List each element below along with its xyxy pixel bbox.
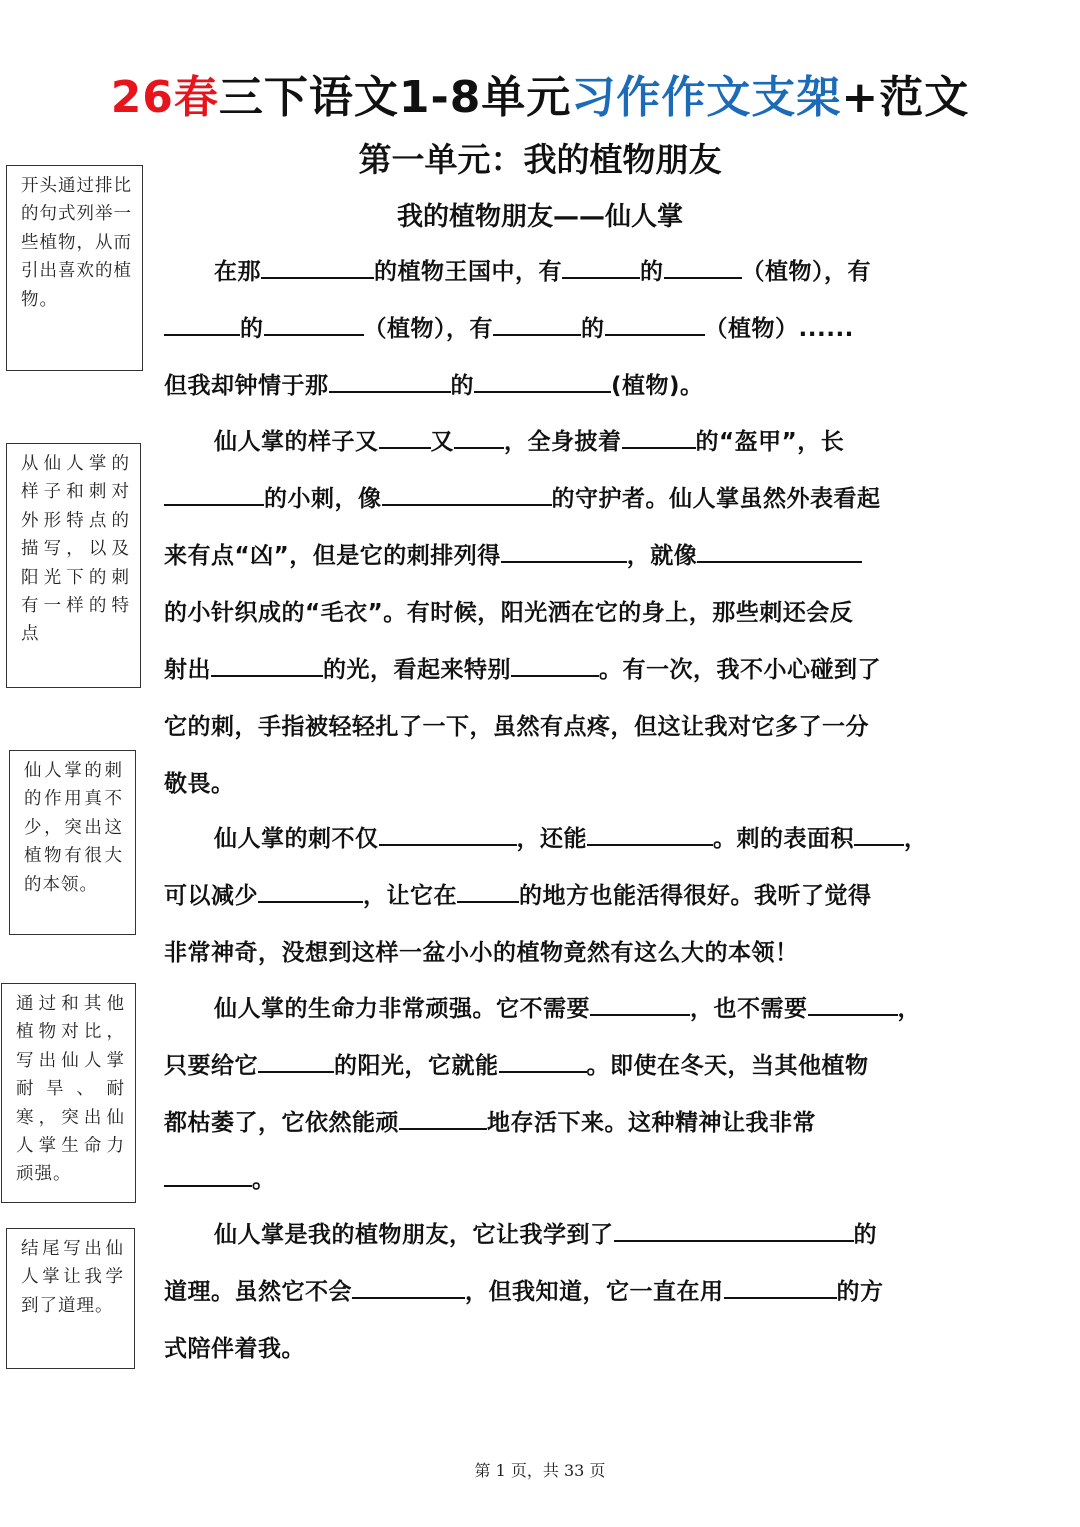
essay-title: 我的植物朋友——仙人掌	[396, 202, 683, 232]
unit-title: 第一单元：我的植物朋友	[358, 140, 722, 179]
fill-blank[interactable]	[164, 1163, 252, 1187]
fill-blank[interactable]	[379, 425, 431, 449]
text-line: 的小刺，像 的守护者。仙人掌虽然外表看起	[164, 471, 916, 528]
title-blue-part: 习作作文支架	[571, 72, 842, 123]
fill-blank[interactable]	[164, 482, 264, 506]
text-line: 的小针织成的“毛衣”。有时候，阳光洒在它的身上，那些刺还会反	[164, 600, 854, 626]
text-line: 式陪伴着我。	[164, 1336, 305, 1362]
text-line: 射出 的光，看起来特别 。有一次，我不小心碰到了	[164, 642, 916, 699]
title-black-part: 三下语文1-8单元	[218, 72, 572, 123]
fill-blank[interactable]	[854, 822, 904, 846]
paragraph-vitality	[164, 981, 921, 1209]
text-line: 非常神奇，没想到这样一盆小小的植物竟然有这么大的本领！	[164, 940, 799, 966]
fill-blank[interactable]	[457, 879, 519, 903]
fill-blank[interactable]	[261, 255, 374, 279]
fill-blank[interactable]	[454, 425, 504, 449]
paragraph-ending	[164, 1207, 916, 1378]
text-line: 可以减少 ，让它在 的地方也能活得很好。我听了觉得	[164, 868, 916, 925]
text-line: 只要给它 的阳光，它就能 。即使在冬天，当其他植物	[164, 1038, 916, 1095]
text-line: 。	[164, 1152, 916, 1209]
title-red-part: 26春	[110, 72, 219, 123]
fill-blank[interactable]	[258, 1049, 334, 1073]
page-number: 第 1 页，共 33 页	[474, 1461, 606, 1480]
fill-blank[interactable]	[329, 369, 451, 393]
annotation-box-ending: 结尾写出仙人掌让我学到了道理。	[6, 1228, 135, 1369]
fill-blank[interactable]	[493, 312, 581, 336]
text-line: 但我却钟情于那 的 (植物)。	[164, 358, 916, 415]
fill-blank[interactable]	[590, 992, 690, 1016]
fill-blank[interactable]	[499, 1049, 587, 1073]
document-title	[0, 70, 1080, 126]
fill-blank[interactable]	[258, 879, 363, 903]
text-line: 仙人掌的样子又 又 ，全身披着 的“盔甲”，长	[164, 414, 916, 471]
annotation-box-opening: 开头通过排比的句式列举一些植物，从而引出喜欢的植物。	[6, 165, 143, 371]
fill-blank[interactable]	[211, 653, 323, 677]
fill-blank[interactable]	[664, 255, 742, 279]
text-line: 它的刺，手指被轻轻扎了一下，虽然有点疼，但这让我对它多了一分	[164, 714, 869, 740]
annotation-box-appearance: 从仙人掌的样子和刺对外形特点的描写，以及阳光下的刺有一样的特点	[6, 443, 141, 688]
annotation-box-vitality: 通过和其他植物对比，写出仙人掌耐旱、耐寒，突出仙人掌生命力顽强。	[1, 983, 136, 1203]
fill-blank[interactable]	[399, 1106, 487, 1130]
fill-blank[interactable]	[697, 539, 862, 563]
text-line: 在那 的植物王国中，有 的 （植物），有	[164, 244, 916, 301]
paragraph-spines	[164, 811, 928, 982]
title-tail-part: +范文	[841, 72, 970, 123]
text-line: 仙人掌是我的植物朋友，它让我学到了 的	[164, 1207, 916, 1264]
fill-blank[interactable]	[264, 312, 364, 336]
fill-blank[interactable]	[511, 653, 599, 677]
fill-blank[interactable]	[808, 992, 898, 1016]
fill-blank[interactable]	[379, 822, 517, 846]
fill-blank[interactable]	[562, 255, 640, 279]
fill-blank[interactable]	[164, 312, 240, 336]
fill-blank[interactable]	[382, 482, 552, 506]
text-line: 来有点“凶”，但是它的刺排列得 ，就像	[164, 528, 916, 585]
text-line: 仙人掌的生命力非常顽强。它不需要 ，也不需要 ，	[164, 981, 916, 1038]
fill-blank[interactable]	[352, 1275, 465, 1299]
annotation-box-spines: 仙人掌的刺的作用真不少，突出这植物有很大的本领。	[9, 750, 136, 935]
text-line: 的 （植物），有 的 （植物）......	[164, 301, 916, 358]
fill-blank[interactable]	[587, 822, 713, 846]
fill-blank[interactable]	[622, 425, 696, 449]
text-line: 仙人掌的刺不仅 ，还能 。刺的表面积 ，	[164, 811, 916, 868]
fill-blank[interactable]	[614, 1218, 854, 1242]
text-line: 敬畏。	[164, 771, 235, 797]
text-line: 道理。虽然它不会 ，但我知道，它一直在用 的方	[164, 1264, 916, 1321]
paragraph-opening	[164, 244, 916, 415]
fill-blank[interactable]	[605, 312, 705, 336]
fill-blank[interactable]	[474, 369, 611, 393]
fill-blank[interactable]	[501, 539, 627, 563]
fill-blank[interactable]	[724, 1275, 837, 1299]
text-line: 都枯萎了，它依然能顽 地存活下来。这种精神让我非常	[164, 1095, 916, 1152]
paragraph-appearance	[164, 414, 916, 813]
